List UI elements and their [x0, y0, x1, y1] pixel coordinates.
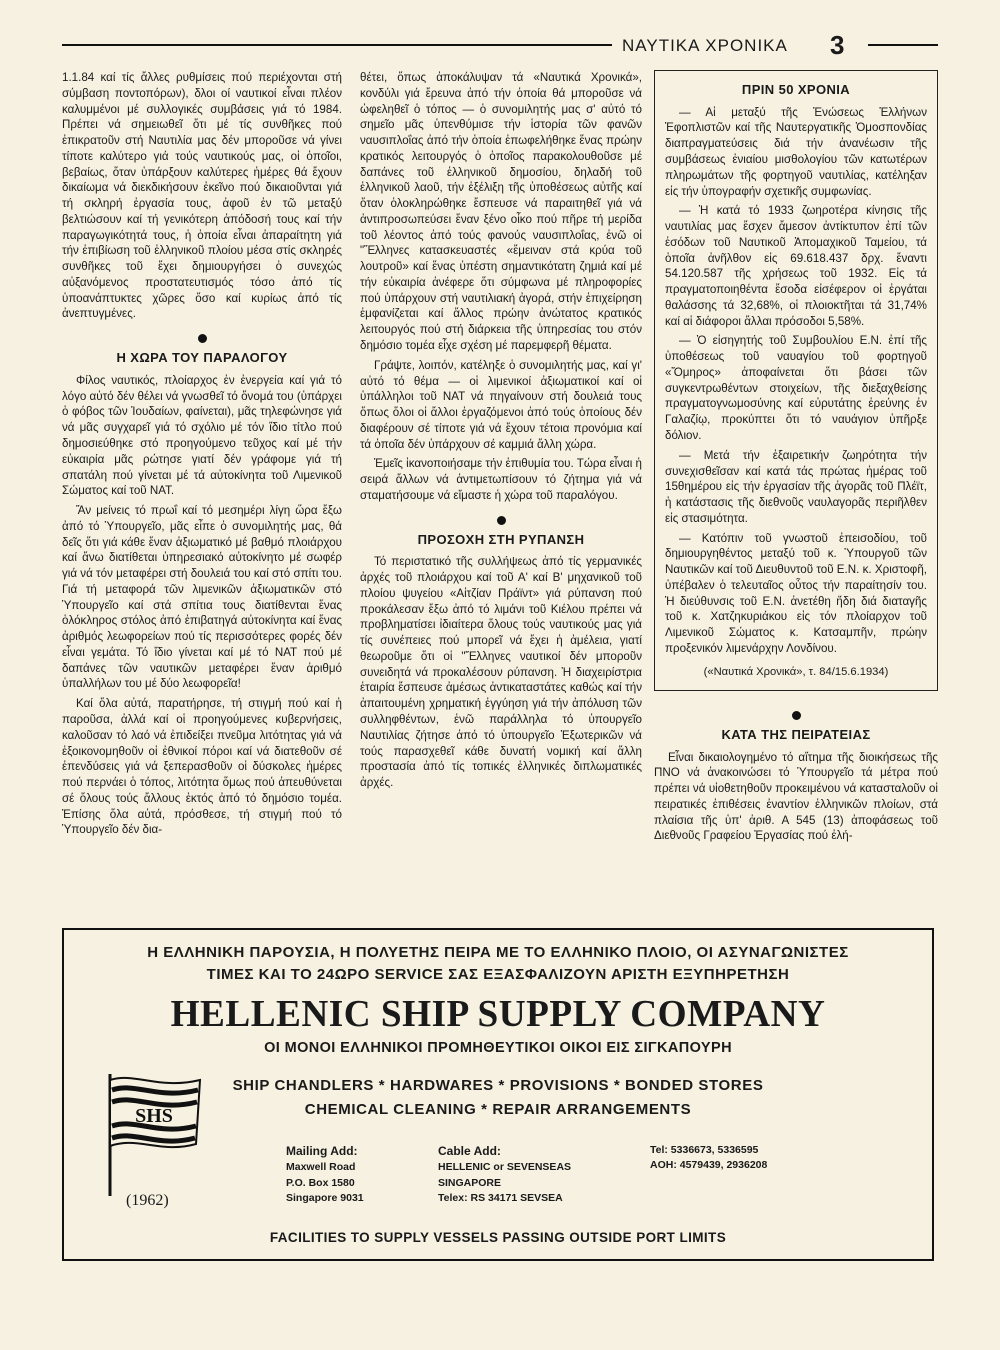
tel-line: Tel: 5336673, 5336595 — [650, 1144, 759, 1156]
paragraph: Τό περιστατικό τῆς συλλήψεως ἀπό τίς γερμανικές ἀρχές τοῦ πλοιάρχου καί τοῦ Α' καί Β' μηχανικοῦ τοῦ πλοίου ψυγείου «Αἰτζίαν Πράϊντ» γιά ρύπανση πού προκάλεσαν ἔξω ἀπό τό λιμάνι τοῦ Κιέλου πρέπει νά προβληματίσει ἰδιαίτερα ὅλους τούς ναυτικούς μας γιά τίς συνέπειες πού μπορεῖ νά ἔχει ἡ ἀμέλεια, γιατί θεωροῦμε ὅτι οἱ "Ἕλληνες ναυτικοί δέν μποροῦν συνειδητά νά προκαλέσουν ρύπανση. Ἡ διαχειρίστρια ἑταιρία ἔσπευσε ἀμέσως ἀντικαταστάτες καθώς καί τήν ἀπαιτουμένη χρηματική ἐγγύηση γιά τήν ἀπόλυση τῶν συλληφθέντων, ἐνῶ παράλληλα τό ὑπουργεῖο Ναυτιλίας ζήτησε ἀπό τό ὑπουργεῖο Ἐξωτερικῶν νά τούς παρασχεθεῖ κάθε δυνατή νομική καί ἄλλη προστασία ἀπό τίς τοπικές ἑλληνικές διπλωματικές ἀρχές. — [360, 555, 642, 790]
paragraph: — Κατόπιν τοῦ γνωστοῦ ἐπεισοδίου, τοῦ δημιουργηθέντος μεταξύ τοῦ κ. Ὑπουργοῦ τῶν Ναυτικῶν καί τοῦ Διευθυντοῦ τοῦ Ε.Ν. κ. Χριστοφῆ, ὑπέβαλεν ὁ τελευταῖος οὗτος τήν παραίτησίν του. Ἡ διεύθυνσις τοῦ Ε.Ν. ἀνετέθη ἤδη διά διαταγῆς τοῦ κ. Χατζηκυριάκου εἰς τόν πλοίαρχον τοῦ Λιμενικοῦ Σώματος κ. Κατσαμπῆν, πρώην προξενικόν λιμενάρχην Λονδίνου. — [665, 531, 927, 655]
phone-numbers — [650, 1143, 767, 1173]
section-bullet — [792, 711, 801, 720]
mailing-address — [286, 1143, 364, 1206]
paragraph: θέτει, ὅπως ἀποκάλυψαν τά «Ναυτικά Χρονικά», κονδύλι γιά ἔρευνα ἀπό τήν ὁποία θά μποροῦσε νά ὠφεληθεῖ ὁ τόπος — ὁ συνομιλητής μας σ' αὐτό τό σημεῖο μᾶς ὑπενθύμισε τήν ἱστορία τῶν φανῶν ναυσιπλοΐας ἀπό τήν ὁποία ἐπωφελήθηκε ἕνας πρώην κρατικός λειτουργός ὁ ὁποῖος παρακολουθοῦσε μέ δαπάνες τοῦ ἑλληνικοῦ δημοσίου, δηλαδή τοῦ ἑλληνικοῦ λαοῦ, τήν ἐξέλιξη τῆς ὑποθέσεως αὐτῆς καί ὅταν ὁλοκληρώθηκε ἔσπευσε νά παραιτηθεῖ γιά νά ἀντιπροσωπεύσει ἕναν ξένο οἶκο πού πῆρε τή μερίδα τοῦ λέοντος ἀπό τούς φανούς ναυσιπλοΐας, ἐνῶ οἱ "Ἕλληνες κατασκευαστές «ἔμειναν στά κρύα τοῦ λουτροῦ» καί ἕνας ὑπέστη σημαντικότατη ζημιά καί μέ τήν εὐκαιρία ἀνέφερε ὅτι σύμφωνα μέ πληροφορίες πού ὑπάρχουν στή ναυτιλιακή ἀγορά, στήν ἐπιχείρηση ἐμφανίζεται καί ἄλλος πρώην ἀνώτατος κρατικός λειτουργός πού στή διάρκεια τῆς ὑπηρεσίας του στόν δημόσιο τομέα εἶχε σχέση μέ παρεμφερῆ θέματα. — [360, 71, 642, 353]
section-title: ΠΡΟΣΟΧΗ ΣΤΗ ΡΥΠΑΝΣΗ — [417, 531, 585, 547]
mailing-label: Mailing Add: — [286, 1144, 358, 1158]
ad-headline-1: Η ΕΛΛΗΝΙΚΗ ΠΑΡΟΥΣΙΑ, Η ΠΟΛΥΕΤΗΣ ΠΕΙΡΑ ΜΕ ΤΟ ΕΛΛΗΝΙΚΟ ΠΛΟΙΟ, ΟΙ ΑΣΥΝΑΓΩΝΙΣΤΕΣ — [147, 944, 849, 961]
cable-line: Telex: RS 34171 SEVSEA — [438, 1191, 563, 1204]
paragraph: Καί ὅλα αὐτά, παρατήρησε, τή στιγμή πού καί ἡ παροῦσα, ἀλλά καί οἱ προηγούμενες κυβερνήσεις, καλοῦσαν τό λαό νά ἐπιδείξει πνεῦμα λιτότητας γιά νά ἐξοικονομηθοῦν οἱ ἐθνικοί πόροι καί νά διατεθοῦν σέ ἐπενδύσεις γιά νά ξεπερασθοῦν οἱ δύσκολες ἡμέρες πού περνάει ὁ τόπος, λιτότητα ὅμως πού ἀπευθύνεται σέ ὅλους τούς ἄλλους ἐκτός ἀπό τό δημόσιο τομέα. Ἐπίσης ὅλα αὐτά, πρόσθεσε, τή στιγμή πού τό Ὑπουργεῖο δέν δια- — [62, 697, 342, 837]
services-line-2: CHEMICAL CLEANING * REPAIR ARRANGEMENTS — [304, 1101, 692, 1118]
paragraph: Ἐμεῖς ἱκανοποιήσαμε τήν ἐπιθυμία του. Τώρα εἶναι ἡ σειρά ἄλλων νά ἀντιμετωπίσουν τό ζήτημα γιά νά σταματήσουμε νά εἴμαστε ἡ χώρα τοῦ παραλόγου. — [360, 457, 642, 502]
founding-year: (1962) — [126, 1192, 169, 1209]
paragraph: Εἶναι δικαιολογημένο τό αἴτημα τῆς διοικήσεως τῆς ΠΝΟ νά ἀνακοινώσει τό Ὑπουργεῖο τά μέτρα πού πρέπει νά υἱοθετηθοῦν προκειμένου νά κατασταλοῦν οἱ πειρατικές ἐπιθέσεις ἐναντίον ἑλληνικῶν πλοίων, στά πλαίσια τῆς ὑπ' ἀριθ. Α 545 (13) ἀποφάσεως τοῦ Διεθνοῦς Γραφείου Ἐργασίας πού ἐλή- — [654, 750, 938, 843]
mailing-line: Singapore 9031 — [286, 1191, 364, 1204]
mailing-line: Maxwell Road — [286, 1161, 356, 1174]
paragraph: — Αἱ μεταξύ τῆς Ἑνώσεως Ἑλλήνων Ἐφοπλιστῶν καί τῆς Ναυτεργατικῆς Ὁμοσπονδίας διαπραγματεύσεις διά τήν ἀνανέωσιν τῆς συμβάσεως ἐνιαίου μισθολογίου τῶν κατωτέρων πληρωμάτων τῆς φορτηγοῦ ναυτιλίας, κατέληξαν εἰς τήν ὑπογραφήν σχετικῆς συμφωνίας. — [665, 105, 927, 198]
cable-address — [438, 1143, 571, 1206]
company-subtitle: ΟΙ ΜΟΝΟΙ ΕΛΛΗΝΙΚΟΙ ΠΡΟΜΗΘΕΥΤΙΚΟΙ ΟΙΚΟΙ ΕΙΣ ΣΙΓΚΑΠΟΥΡΗ — [264, 1040, 732, 1056]
aoh-line: AOH: 4579439, 2936208 — [650, 1159, 768, 1172]
paragraph: — Ὁ εἰσηγητής τοῦ Συμβουλίου Ε.Ν. ἐπί τῆς ὑποθέσεως τοῦ ναυαγίου τοῦ φορτηγοῦ «Ὅμηρος» ἀποφαίνεται ὅτι βάσει τῶν συγκεντρωθέντων στοιχείων, τῆς διεξαχθείσης πραγματογνωμοσύνης καί εὐρυτάτης ἐρεύνης ἐν Γαλαζίῳ, προκύπτει ὅτι τό ναυάγιον ὑπῆρξε δόλιον. — [665, 334, 927, 442]
company-name: HELLENIC SHIP SUPPLY COMPANY — [170, 993, 826, 1035]
column-3 — [654, 70, 938, 848]
ad-headline-2: ΤΙΜΕΣ ΚΑΙ ΤΟ 24ΩΡΟ SERVICE ΣΑΣ ΕΞΑΣΦΑΛΙΖΟΥΝ ΑΡΙΣΤΗ ΕΞΥΠΗΡΕΤΗΣΗ — [206, 966, 790, 983]
paragraph: 1.1.84 καί τίς ἄλλες ρυθμίσεις πού περιέχονται στή σύμβαση ποντοπόρων), δλοι οί ναυτικοί εἶναι πλέον καλυμμένοι μέ συλλογικές συμβάσεις γιά τό 1984. Πρέπει νά σημειωθεῖ ὅτι μέ τίς συνθῆκες πού ἐπικρατοῦν στή Ναυτιλία μας δέν μποροῦσε νά γίνει τίποτε καλύτερο γιά τούς ναυτικούς μας, οἱ ὁποῖοι, βεβαίως, ὅταν ὑπάρξουν καλύτερες ἡμέρες θά ἔχουν δικαίωμα νά διεκδικήσουν ἐκεῖνο πού δικαιοῦνται γιά τή σκληρή ἐργασία τους, ἀφοῦ ἐν τῶ μεταξύ βελτιώσουν καί τή γενικότερη ἀπόδοσή τους καί τήν παραγωγικότητά τους, ἡ ὁποία εἶναι ἀπαραίτητη γιά τήν ἐπιβίωση τοῦ ἑλληνικοῦ πλοίου μέσα στίς σκληρές συνθῆκες τοῦ ἔχει δημιουργήσει ὁ συνεχώς αὐξανόμενος προστατευτισμός τόσο ἀπό τίς ὑποανάπτυκτες χῶρες ὅσο καί κυρίως ἀπό τίς ἀνεπτυγμένες. — [62, 71, 342, 321]
header-rule-right — [868, 44, 938, 46]
services-line-1: SHIP CHANDLERS * HARDWARES * PROVISIONS * BONDED STORES — [232, 1077, 764, 1094]
cable-label: Cable Add: — [438, 1144, 501, 1158]
column-2 — [360, 70, 642, 795]
section-title: ΚΑΤΑ ΤΗΣ ΠΕΙΡΑΤΕΙΑΣ — [721, 726, 871, 742]
box-title: ΠΡΙΝ 50 ΧΡΟΝΙΑ — [741, 82, 851, 97]
paragraph: Γράψτε, λοιπόν, κατέληξε ὁ συνομιλητής μας, καί γι' αὐτό τό θέμα — οἱ λιμενικοί ἀξιωματικοί καί οἱ ὑπάλληλοι τοῦ ΝΑΤ νά πηγαίνουν στή δουλειά τους ὅπως ὅλοι οἱ ἄλλοι ἐργαζόμενοι ἀπό τούς ὁποίους δέν διαφέρουν σέ τίποτε γιά νά ἔχουν τέτοια προνόμια καί τά ὁποῖα δέν ὑπάρχουν σέ καμμιά ἄλλη χώρα. — [360, 358, 642, 451]
paragraph: Φίλος ναυτικός, πλοίαρχος ἐν ἐνεργεία καί γιά τό λόγο αὐτό δέν θέλει νά γνωσθεῖ τό ὄνομά του (ὑπάρχει ὁ φόβος τῶν Ἰουδαίων, φαίνεται), μᾶς τηλεφώνησε γιά νά μᾶς συγχαρεῖ γιά τό σχόλιο μέ τόν ἴδιο τίτλο πού δημοσιεύθηκε στό προηγούμενο τεῦχος καί μέ τήν εὐκαιρία μᾶς ρώτησε γιατί δέν γράφομε γιά τή σπατάλη πού γίνεται μέ τά αὐτοκίνητα τοῦ Λιμενικοῦ Σώματος καί τοῦ ΝΑΤ. — [62, 373, 342, 498]
cable-line: HELLENIC or SEVENSEAS — [438, 1161, 572, 1174]
paragraph: Ἄν μείνεις τό πρωΐ καί τό μεσημέρι λίγη ὥρα ἔξω ἀπό τό Ὑπουργεῖο, μᾶς εἶπε ὁ συνομιλητής μας, θά δεῖς ὅτι γιά κάθε ἕναν ἀξιωματικό μέ βαθμό πλοιάρχου καί ἄνω διατίθεται ὑπηρεσιακό αὐτοκίνητο μέ σωφέρ γιά νά τόν μεταφέρει στή δουλειά του καί στό σπίτι του. Γιά τή μεταφορά τῶν λιμενικῶν ἀξιωματικῶν στό Ὑπουργεῖο καί στά σπίτια τους διατίθενται ἕνας ὁλόκληρος στόλος ἀπό ἐπιβατηγά αὐτοκίνητα καί ἕνας ἀριθμός λεωφορείων πού τίς περισσότερες φορές δέν εἶναι γεμάτα. Τό ἴδιο γίνεται καί μέ τό ΝΑΤ πού μέ δαπάνες τῶν ναυτικῶν μεταφέρει ἕναν ἀριθμό ὑπαλλήλων του μέ δύο λεωφορεῖα! — [62, 504, 342, 691]
ad-footer: FACILITIES TO SUPPLY VESSELS PASSING OUTSIDE PORT LIMITS — [269, 1230, 727, 1245]
masthead: ΝΑΥΤΙΚΑ ΧΡΟΝΙΚΑ — [622, 36, 788, 55]
advertisement — [62, 928, 934, 1261]
header-rule-left — [62, 44, 612, 46]
cable-line: SINGAPORE — [438, 1176, 502, 1189]
history-box — [654, 70, 938, 691]
section-title: Η ΧΩΡΑ ΤΟΥ ΠΑΡΑΛΟΓΟΥ — [116, 350, 288, 366]
mailing-line: P.O. Box 1580 — [286, 1176, 355, 1189]
section-bullet — [198, 334, 207, 343]
page-number: 3 — [830, 30, 845, 60]
paragraph: — Μετά τήν ἐξαιρετικήν ζωηρότητα τήν συνεχισθεῖσαν καί κατά τάς πρώτας ἡμέρας τοῦ 15θημέρου εἰς τήν ἐργασίαν τῆς ἀγορᾶς τοῦ Πλέϊτ, ἡ κατάστασις τῆς διεθνοῦς ναυλαγορᾶς περιῆλθεν εἰς στασιμότητα. — [665, 448, 927, 525]
section-bullet — [497, 516, 506, 525]
citation: («Ναυτικά Χρονικά», τ. 84/15.6.1934) — [703, 665, 889, 678]
column-1 — [62, 70, 342, 842]
flag-logo-letters: SHS — [135, 1105, 173, 1127]
paragraph: — Ἡ κατά τό 1933 ζωηροτέρα κίνησις τῆς ναυτιλίας μας ἔσχεν ἄμεσον ἀντίκτυπον ἐπί τῶν ἐσόδων τοῦ Ναυτικοῦ Ἀπομαχικοῦ Ταμείου, τά ὁποῖα ἀνῆλθον εἰς 69.618.437 δρχ. ἔναντι 54.120.587 τῆς χρήσεως τοῦ 1932. Εἰς τά πραγματοποιηθέντα ἔσοδα εἰσέφερον οἱ ἐργάται θαλάσσης τά 32,68%, οἱ πλοιοκτῆται τά 31,74% καί αἱ διάφοροι ἄλλαι πρόσοδοι 5,58%. — [665, 204, 927, 328]
